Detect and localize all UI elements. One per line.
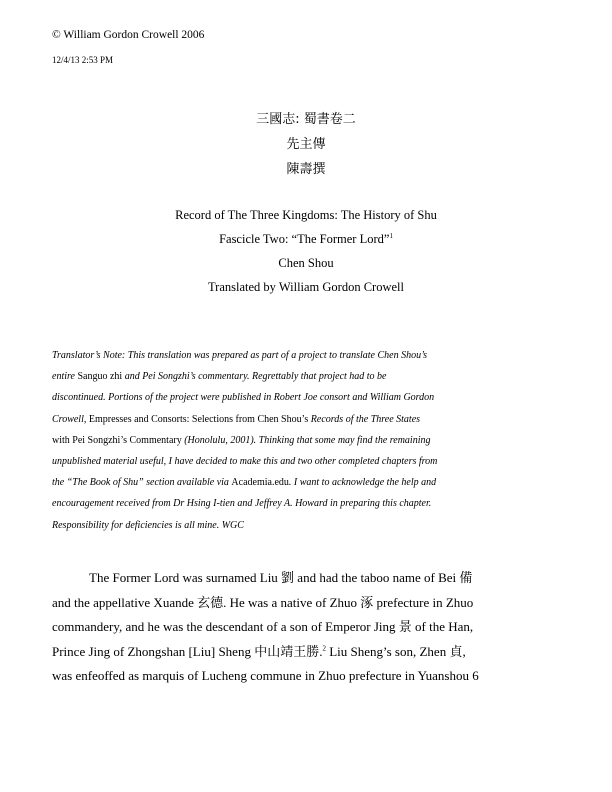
note-line: encouragement received from Dr Hsing I-tien and Jeffrey A. Howard in preparing this chapter. [52, 498, 432, 510]
author-line: Chen Shou [278, 256, 334, 270]
translator-note [52, 345, 522, 536]
chinese-title-line-2: 先主傳 [286, 137, 326, 152]
note-line: the “The Book of Shu” section available via Academia.edu. I want to acknowledge the help and [52, 477, 437, 489]
body-line: The Former Lord was surnamed Liu 劉 and had the taboo name of Bei 備 [89, 570, 473, 585]
body-line: and the appellative Xuande 玄德. He was a native of Zhuo 涿 prefecture in Zhuo [52, 594, 474, 610]
english-title-line-1: Record of The Three Kingdoms: The History of Shu [175, 208, 437, 222]
fascicle-title: Fascicle Two: “The Former Lord” [219, 232, 390, 246]
note-line: unpublished material useful, I have decided to make this and two other completed chapters from [52, 456, 438, 468]
chinese-title-line-3: 陳壽撰 [286, 162, 326, 177]
english-title-block [0, 203, 612, 299]
note-line: Crowell, Empresses and Consorts: Selections from Chen Shou’s Records of the Three States [52, 413, 421, 425]
body-line: Prince Jing of Zhongshan [Liu] Sheng 中山靖王勝.$^2$ Liu Sheng’s son, Zhen 貞, [52, 643, 466, 659]
body-line: commandery, and he was the descendant of a son of Emperor Jing 景 of the Han, [52, 619, 474, 634]
note-line: Translator’s Note: This translation was prepared as part of a project to translate Chen Shou’s [52, 350, 428, 361]
note-line: with Pei Songzhi’s Commentary (Honolulu, 2001). Thinking that some may find the remaining [52, 434, 431, 446]
print-timestamp: 12/4/13 2:53 PM [52, 55, 114, 65]
body-line: was enfeoffed as marquis of Lucheng commune in Zhuo prefecture in Yuanshou 6 [52, 668, 479, 683]
note-line: Responsibility for deficiencies is all mine. WGC [52, 519, 244, 531]
translator-line: Translated by William Gordon Crowell [207, 280, 404, 294]
note-line: entire Sanguo zhi and Pei Songzhi’s commentary. Regrettably that project had to be [52, 371, 387, 383]
body-text [52, 566, 572, 689]
footnote-marker-2[interactable]: 2 [322, 644, 326, 653]
footnote-marker-1[interactable]: 1 [389, 231, 393, 240]
copyright-line: © William Gordon Crowell 2006 [52, 29, 205, 41]
chinese-title-line-1: 三國志: 蜀書卷二 [256, 112, 356, 127]
note-line: discontinued. Portions of the project were published in Robert Joe consort and William Gordon [52, 392, 435, 404]
chinese-title-block [0, 107, 612, 182]
english-title-line-2 [0, 227, 612, 251]
academia-link[interactable]: Academia.edu [231, 477, 289, 489]
